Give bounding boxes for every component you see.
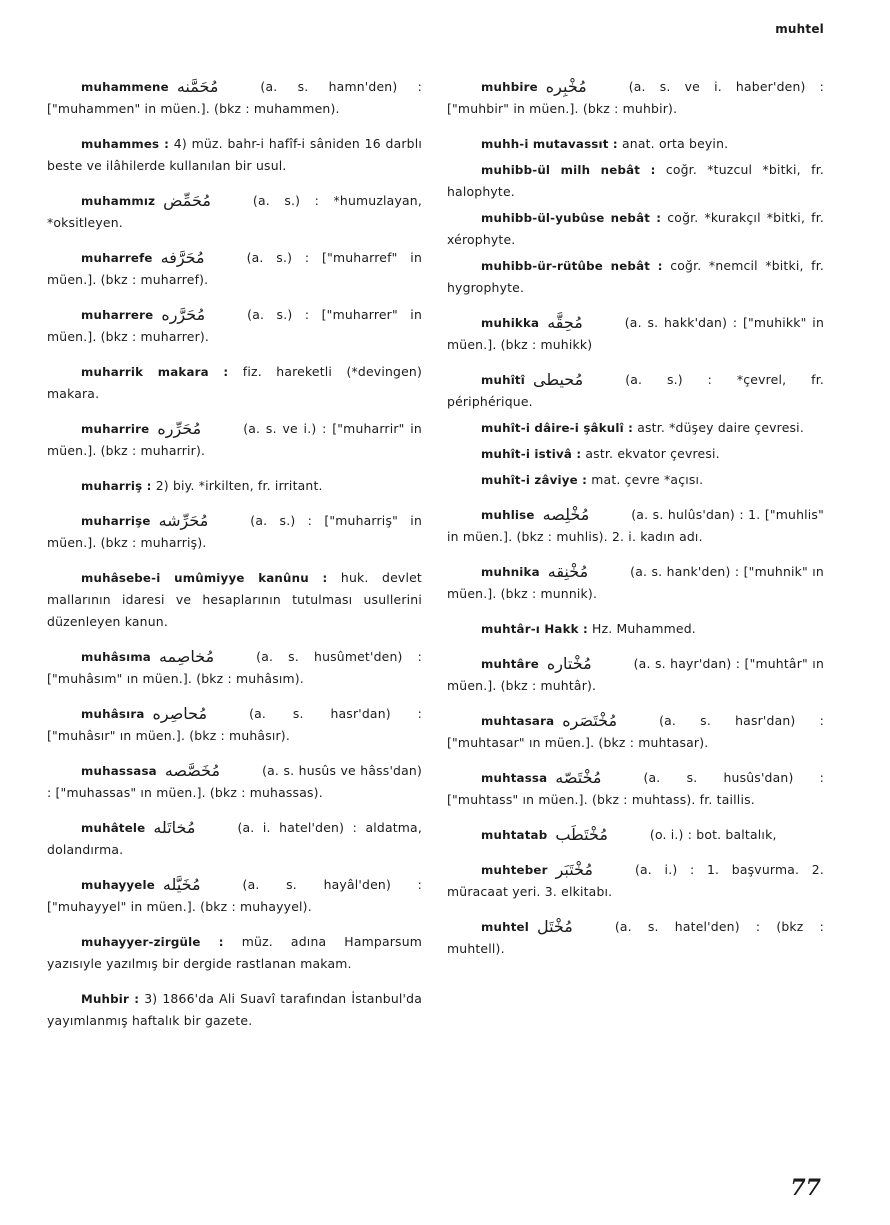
entry-headword: muharrere <box>81 308 154 322</box>
dictionary-entry <box>447 561 824 605</box>
dictionary-entry <box>47 304 422 348</box>
dictionary-entry <box>447 653 824 697</box>
arabic-script: مُحَرِّشه <box>158 511 209 530</box>
dictionary-entry <box>447 417 824 439</box>
arabic-script: مُخْتَل <box>536 917 573 936</box>
dictionary-entry <box>47 190 422 234</box>
arabic-script: مُحَمِّض <box>163 191 211 210</box>
page-number: 77 <box>790 1175 821 1201</box>
entry-headword: muhîtî <box>481 373 526 387</box>
entry-definition: (a. s. hasr'dan) : ["muhtasar" ın müen.]. (bkz : muhtasar). <box>447 713 824 750</box>
arabic-script: مُخْنِقه <box>547 562 589 581</box>
dictionary-entry <box>447 159 824 203</box>
dictionary-entry <box>447 443 824 465</box>
entry-definition: (a. s.) : ["muharref" in müen.]. (bkz : muharref). <box>47 250 422 287</box>
entry-definition: huk. devlet mallarının idaresi ve hesaplarının tutulması usullerini düzenleyen kanun. <box>47 570 422 629</box>
entry-headword: muhtâr-ı Hakk : <box>481 622 588 636</box>
entry-headword: muharrefe <box>81 251 153 265</box>
entry-definition: 3) 1866'da Ali Suavî tarafından İstanbul'da yayımlanmış haftalık bir gazete. <box>47 991 422 1028</box>
entry-definition: (a. s. husûmet'den) : ["muhâsım" ın müen.]. (bkz : muhâsım). <box>47 649 422 686</box>
entry-headword: muhît-i istivâ : <box>481 447 582 461</box>
entry-headword: muhibb-ül milh nebât : <box>481 163 656 177</box>
entry-headword: Muhbir : <box>81 992 140 1006</box>
entry-headword: muhammız <box>81 194 156 208</box>
dictionary-entry <box>47 760 422 804</box>
entry-headword: muhayyer-zirgüle : <box>81 935 224 949</box>
arabic-script: مُخْتَصّه <box>555 768 602 787</box>
arabic-script: مُحَرِّره <box>157 419 202 438</box>
entry-definition: (a. s. husûs'dan) : ["muhtass" ın müen.]. (bkz : muhtass). fr. taillis. <box>447 770 824 807</box>
dictionary-entry <box>47 510 422 554</box>
arabic-script: مُحِقَّه <box>547 313 583 332</box>
entry-definition: Hz. Muhammed. <box>592 621 696 636</box>
arabic-script: مُحَرَّفه <box>160 248 205 267</box>
entry-headword: muhâsıra <box>81 707 145 721</box>
dictionary-entry <box>447 469 824 491</box>
entry-definition: (a. s. hamn'den) : ["muhammen" in müen.]. (bkz : muhammen). <box>47 79 422 116</box>
right-column <box>447 76 824 973</box>
left-column <box>47 76 422 1045</box>
entry-headword: muhtel <box>481 920 529 934</box>
arabic-script: مُخَيَّله <box>162 875 201 894</box>
entry-definition: fiz. hareketli (*devingen) makara. <box>47 364 423 401</box>
dictionary-entry <box>47 988 422 1032</box>
entry-definition: 4) müz. bahr-i hafîf-i sâniden 16 darblı beste ve ilâhilerde kullanılan bir usul. <box>47 136 423 173</box>
entry-headword: muhtasara <box>481 714 555 728</box>
entry-headword: muhammes : <box>81 137 170 151</box>
dictionary-entry <box>47 247 422 291</box>
dictionary-entry <box>447 710 824 754</box>
entry-headword: muhtassa <box>481 771 548 785</box>
entry-headword: muharrire <box>81 422 150 436</box>
dictionary-entry <box>47 817 422 861</box>
dictionary-entry <box>447 618 824 640</box>
entry-definition: (o. i.) : bot. baltalık, <box>649 827 777 842</box>
entry-headword: muhteber <box>481 863 548 877</box>
entry-definition: (a. i.) : 1. başvurma. 2. müracaat yeri. 3. elkitabı. <box>447 862 824 899</box>
arabic-script: مُخْبِره <box>545 77 587 96</box>
entry-definition: (a. s. hakk'dan) : ["muhikk" in müen.]. (bkz : muhikk) <box>447 315 824 352</box>
entry-definition: (a. s. hayâl'den) : ["muhayyel" in müen.]. (bkz : muhayyel). <box>47 877 422 914</box>
entry-headword: muhassasa <box>81 764 157 778</box>
dictionary-entry <box>47 76 422 120</box>
entry-headword: muhnika <box>481 565 540 579</box>
entry-definition: (a. s. hatel'den) : (bkz : muhtell). <box>447 919 824 956</box>
entry-headword: muhayyele <box>81 878 155 892</box>
entry-headword: muhibb-ül-yubûse nebât : <box>481 211 662 225</box>
entry-definition: (a. s. ve i.) : ["muharrir" in müen.]. (bkz : muharrir). <box>47 421 422 458</box>
dictionary-entry <box>47 703 422 747</box>
arabic-script: مُحَمَّنه <box>176 77 219 96</box>
dictionary-entry <box>447 504 824 548</box>
entry-headword: muhtâre <box>481 657 539 671</box>
arabic-script: مُخَصَّصه <box>164 761 221 780</box>
entry-headword: muhlise <box>481 508 535 522</box>
entry-headword: muhammene <box>81 80 169 94</box>
arabic-script: مُخْتَبَر <box>555 860 593 879</box>
arabic-script: مُخْتَطَب <box>555 825 608 844</box>
arabic-script: مُحاصِره <box>152 704 208 723</box>
entry-headword: muhikka <box>481 316 540 330</box>
dictionary-entry <box>47 475 422 497</box>
arabic-script: مُخْلِصه <box>542 505 590 524</box>
arabic-script: مُحيطى <box>533 370 584 389</box>
entry-headword: muhbire <box>481 80 538 94</box>
entry-headword: muhâsıma <box>81 650 151 664</box>
dictionary-entry <box>447 767 824 811</box>
dictionary-entry <box>47 361 422 405</box>
entry-headword: muhâsebe-i umûmiyye kanûnu : <box>81 571 328 585</box>
entry-definition: astr. *düşey daire çevresi. <box>637 420 804 435</box>
entry-definition: (a. i. hatel'den) : aldatma, dolandırma. <box>47 820 422 857</box>
dictionary-entry <box>47 133 422 177</box>
arabic-script: مُحَرَّره <box>161 305 206 324</box>
entry-headword: muharrişe <box>81 514 151 528</box>
dictionary-entry <box>447 859 824 903</box>
dictionary-entry <box>447 312 824 356</box>
entry-definition: (a. s. hank'den) : ["muhnik" ın müen.]. (bkz : munnik). <box>447 564 824 601</box>
entry-headword: muhibb-ür-rütûbe nebât : <box>481 259 663 273</box>
entry-definition: (a. s.) : *çevrel, fr. périphérique. <box>447 372 824 409</box>
entry-definition: mat. çevre *açısı. <box>591 472 704 487</box>
dictionary-entry <box>447 133 824 155</box>
entry-headword: muhît-i dâire-i şâkulî : <box>481 421 634 435</box>
dictionary-entry <box>447 207 824 251</box>
entry-definition: (a. s. hulûs'dan) : 1. ["muhlis" in müen.]. (bkz : muhlis). 2. i. kadın adı. <box>447 507 824 544</box>
entry-definition: anat. orta beyin. <box>621 136 729 151</box>
dictionary-entry <box>47 567 422 633</box>
arabic-script: مُخاصِمه <box>158 647 215 666</box>
entry-definition: (a. s.) : ["muharriş" in müen.]. (bkz : muharriş). <box>47 513 422 550</box>
arabic-script: مُخاتَله <box>153 818 196 837</box>
dictionary-entry <box>47 646 422 690</box>
entry-definition: müz. adına Hamparsum yazısıyle yazılmış bir dergide rastlanan makam. <box>47 934 423 971</box>
entry-headword: muharriş : <box>81 479 152 493</box>
entry-definition: 2) biy. *irkilten, fr. irritant. <box>155 478 323 493</box>
entry-definition: coğr. *tuzcul *bitki, fr. halophyte. <box>447 162 824 199</box>
dictionary-entry <box>47 418 422 462</box>
entry-definition: (a. s. hayr'dan) : ["muhtâr" ın müen.]. (bkz : muhtâr). <box>447 656 824 693</box>
entry-definition: (a. s.) : ["muharrer" in müen.]. (bkz : muharrer). <box>47 307 422 344</box>
entry-definition: coğr. *nemcil *bitki, fr. hygrophyte. <box>447 258 825 295</box>
dictionary-entry <box>447 916 824 960</box>
dictionary-entry <box>47 931 422 975</box>
entry-definition: astr. ekvator çevresi. <box>585 446 720 461</box>
entry-headword: muhît-i zâviye : <box>481 473 588 487</box>
entry-headword: muhtatab <box>481 828 548 842</box>
dictionary-entry <box>447 824 824 846</box>
dictionary-entry <box>47 874 422 918</box>
entry-headword: muhh-i mutavassıt : <box>481 137 618 151</box>
entry-definition: (a. s. ve i. haber'den) : ["muhbir" in müen.]. (bkz : muhbir). <box>447 79 824 116</box>
dictionary-entry <box>447 76 824 120</box>
entry-definition: (a. s. husûs ve hâss'dan) : ["muhassas" ın müen.]. (bkz : muhassas). <box>47 763 422 800</box>
entry-headword: muharrik makara : <box>81 365 229 379</box>
entry-definition: (a. s. hasr'dan) : ["muhâsır" ın müen.]. (bkz : muhâsır). <box>47 706 422 743</box>
dictionary-entry <box>447 255 824 299</box>
arabic-script: مُخْتاره <box>546 654 592 673</box>
entry-definition: (a. s.) : *humuzlayan, *oksitleyen. <box>47 193 422 230</box>
arabic-script: مُخْتَصَره <box>562 711 618 730</box>
entry-headword: muhâtele <box>81 821 146 835</box>
dictionary-entry <box>447 369 824 413</box>
running-head: muhtel <box>775 22 824 36</box>
entry-definition: coğr. *kurakçıl *bitki, fr. xérophyte. <box>447 210 825 247</box>
